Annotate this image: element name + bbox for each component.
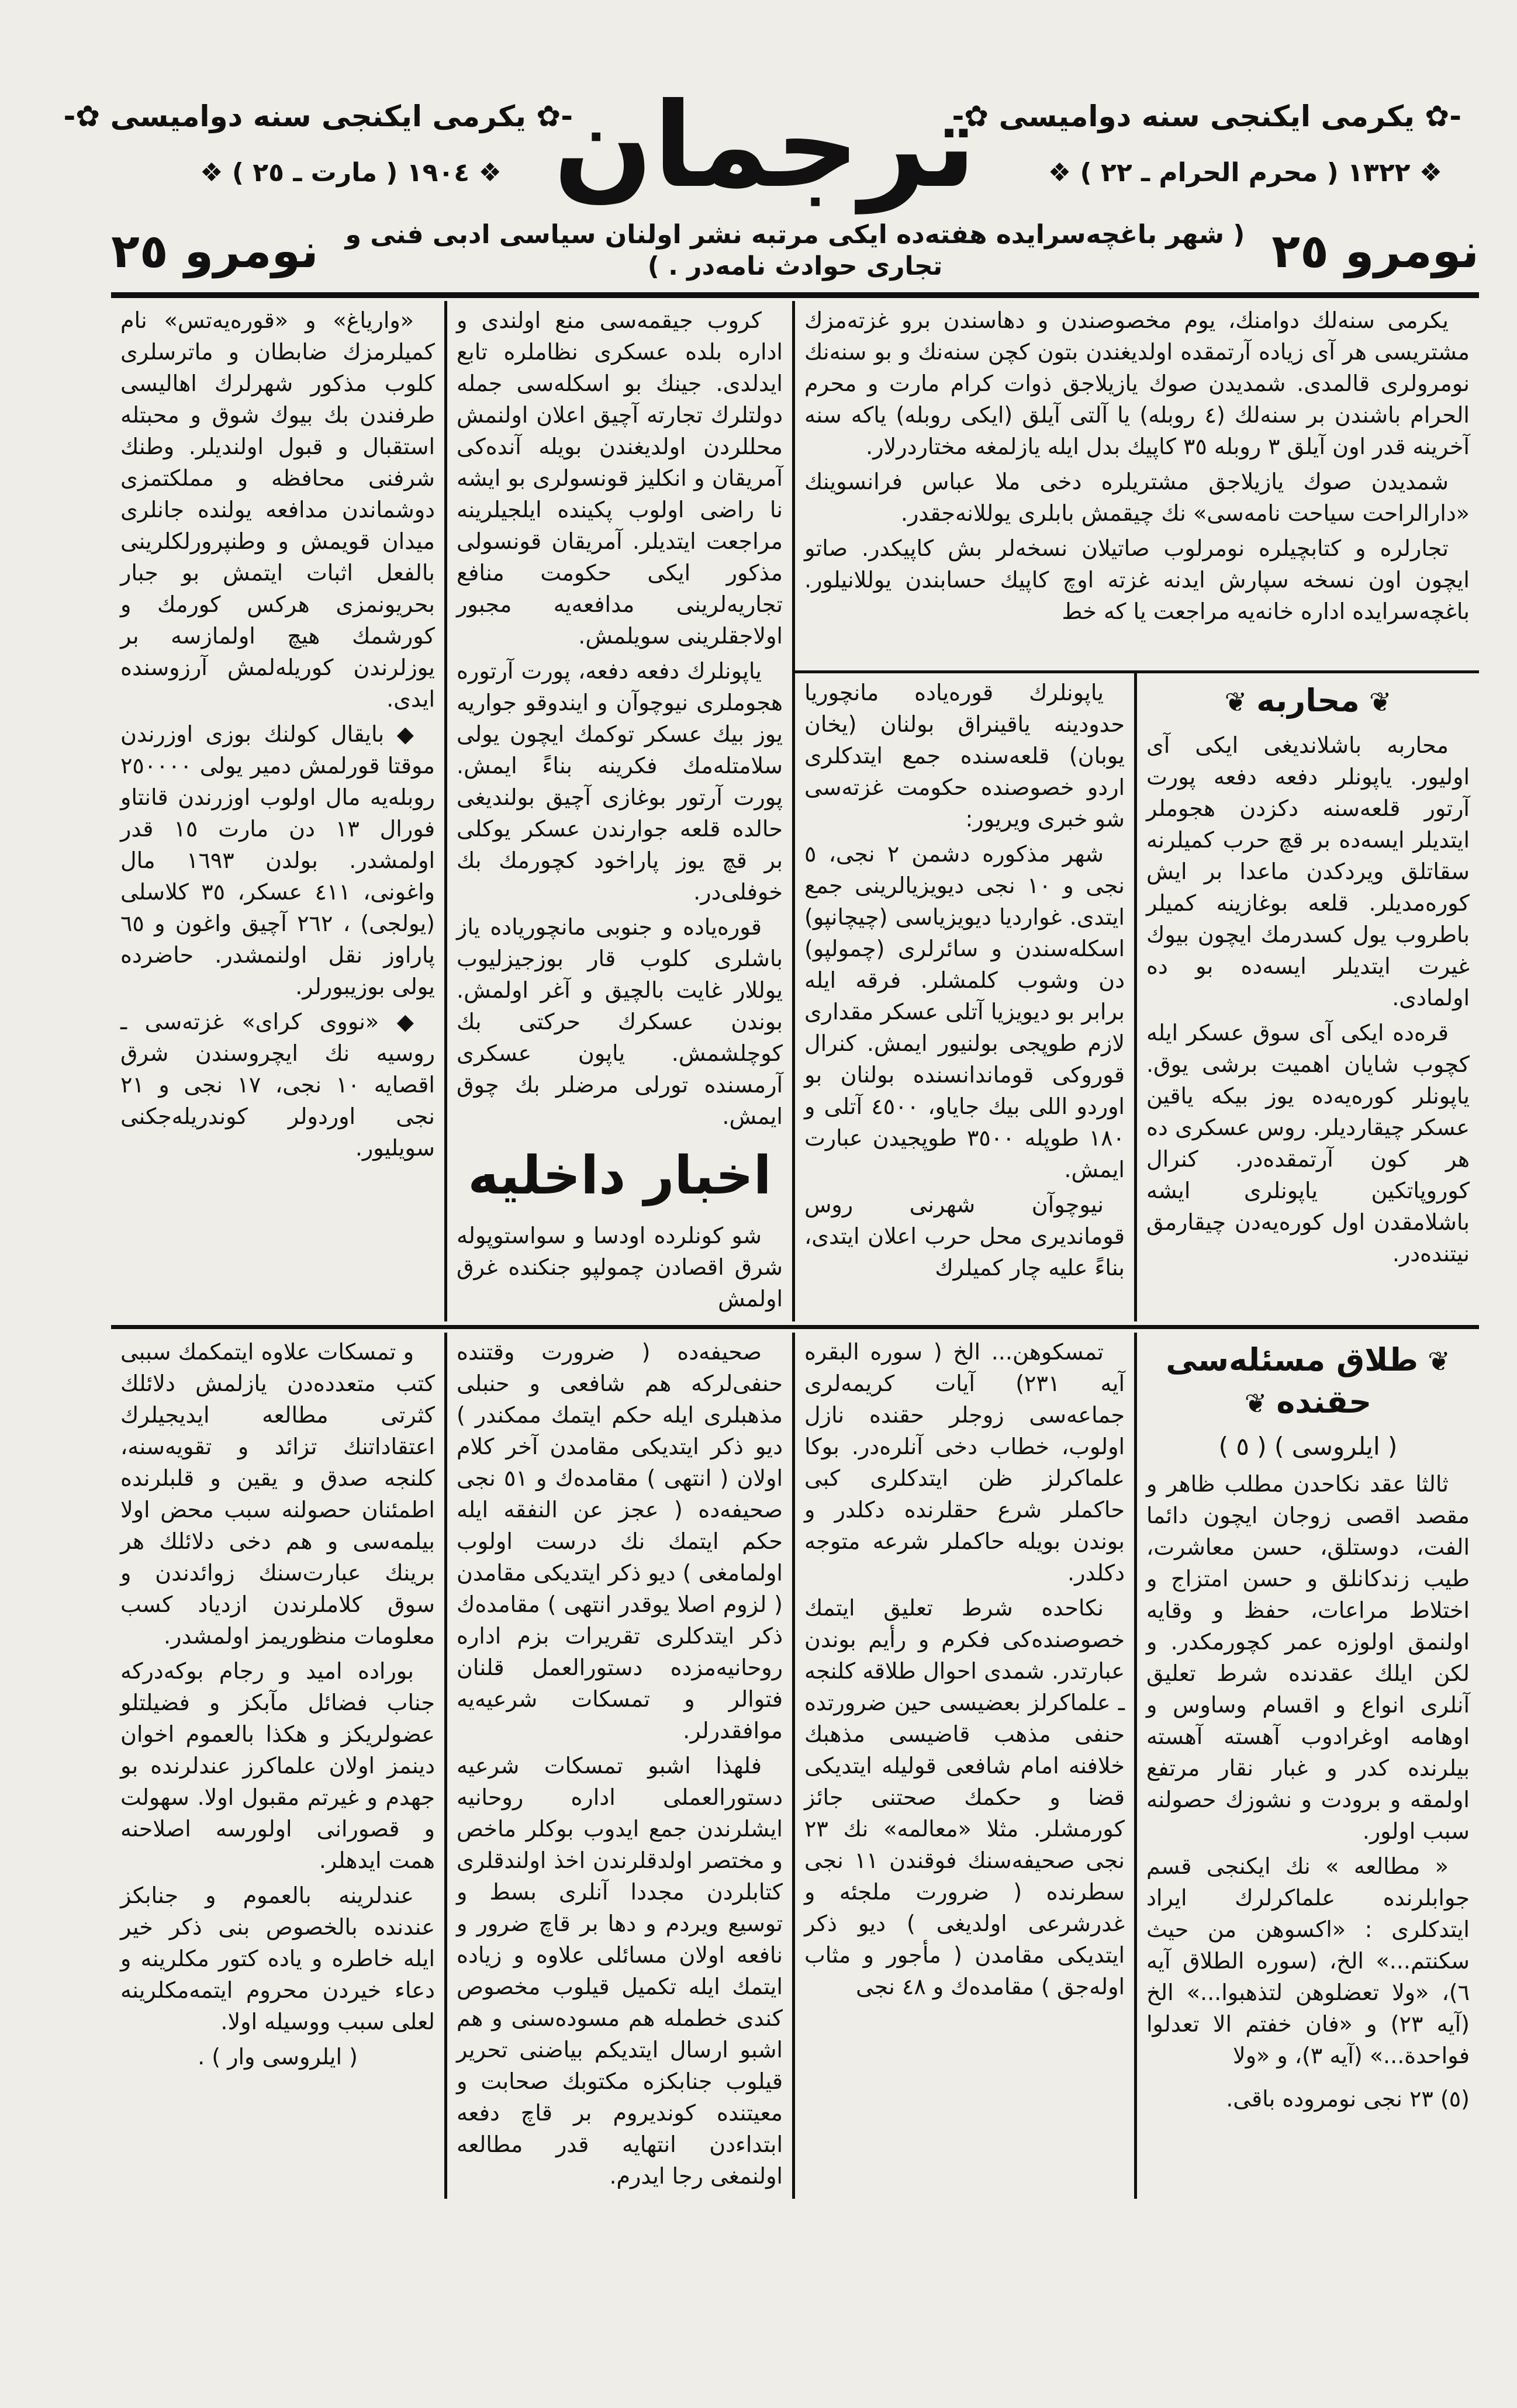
footnote: (٥) ٢٣ نجی نومروده باقی. <box>1226 2086 1470 2112</box>
notice-paragraph: شمدیدن صوك یازیلاجق مشتریلره دخی ملا عباس فرانسوینك «دارالراحت سیاحت نامه‌سی» نك چیقمش بابلری یوللانه‌جقدر. <box>804 469 1470 526</box>
left-banner: -✿ یکرمی ایکنجی سنه دوامیسی ✿- <box>63 99 573 133</box>
top-section <box>111 301 1479 1321</box>
heading-text: طلاق مسئله‌سی حقنده <box>1166 1341 1419 1420</box>
article-paragraph: و تمسکات علاوه ایتمکمك سببی کتب متعدده‌دن یازلمش دلائلك کثرتی مطالعه ایدیجیلرك اعتقاداتنك تزائد و تقویه‌سنه، کلنجه صدق و یقین و قلبلرنده اطمئنان حصولنه سبب محض اولا بیلمه‌سی و هم دخی دلائلك هر برینك عبارت‌سنك زوائدندن و سوق کلاملرندن ازدیاد کسب معلومات منظوریمز اولمشدر. <box>120 1339 435 1649</box>
newspaper-title: ترجمان <box>553 78 976 214</box>
article-paragraph: محاربه باشلاندیغی ایکی آی اولیور. یاپونلر دفعه دفعه پورت آرتور قلعه‌سنه دکزدن هجوملر ایتدیلر ایسه‌ده بر قچ حرب کمیلرنه سقاتلق ویردکدن ماعدا بر ایش کوره‌مدیلر. قلعه بوغازینه کمیلر باطروب یول کسدرمك ایچون بیوك غیرت ایتدیلر ایسه‌ده بو ده اولمادی. <box>1146 732 1470 1011</box>
hijri-date: ❖ ١٣٢٢ ( محرم الحرام ـ ٢٢ ) ❖ <box>1048 158 1443 188</box>
article-heading <box>1146 680 1470 722</box>
continued-note: ( ایلروسی وار ) . <box>198 2044 358 2070</box>
article-paragraph: نیوچوآن شهرنی روس قوماندیری محل حرب اعلان ایتدی، بناءً علیه چار کمیلرك <box>804 1191 1125 1281</box>
war-article <box>1137 673 1479 1322</box>
notice-paragraph: یکرمی سنه‌لك دوامنك، یوم مخصوصندن و دها‌سندن برو غزته‌مزك مشتریسی هر آی زیاده آرتمقده اولدیغندن بتون کچن سنه‌نك و بو سنه‌نك نومرولری قالمدی. شمدیدن صوك یازیلاجق ذوات کرام مارت و محرم الحرام باشندن بر سنه‌لك (٤ روبله) یا آلتی آیلق (ایکی روبله) یاکه سنه آخرینه قدر اون آیلق ٣ روبله ٣٥ کاپیك بدل ایله یازلمغه مختاردرلار. <box>804 307 1470 459</box>
section-rule <box>111 1325 1479 1329</box>
article-paragraph: فلهذا اشبو تمسکات شرعیه دستورالعملی اداره روحانیه ایشلرندن جمع ایدوب بوکلر ماخص و مختصر اولدقلرندن اخذ اولندقلری کتابلردن مجددا آنلری بسط و توسیع ویردم و دها بر قاچ ضرور و نافعه اولان مسائلی علاوه و زیاده ایتمك ایله تکمیل قیلوب مخصوص کندی خطمله هم مسوده‌سنی و هم اشبو ارسال ایتدیکم بیاضنی تحریر قیلوب جنابکزه مکتوبك صحابت و معیتنده کوندیروم بر قاچ دفعه ابتداءدن انتهایه قدر مطالعه اولنمغی رجا ایدرم. <box>457 1753 783 2189</box>
subscription-notice <box>795 301 1479 673</box>
domestic-news-heading: اخبار داخلیه <box>468 1145 772 1206</box>
article-paragraph: تمسکوهن... الخ ( سوره البقره آیه ٢٣١) آیات کریمه‌لری جماعه‌سی زوجلر حقنده نازل اولوب، خطاب دخی آنلره‌در. بوکا علماکرلز ظن ایتدکلری کبی حاکملر شرع حقلرنده دکلدر و بوندن بویله حاکملر شرعه متوجه دکلدر. <box>804 1339 1125 1586</box>
ornament-icon: ❦ <box>1224 686 1257 718</box>
middle-column <box>447 301 795 1321</box>
article-paragraph: قره‌ده ایکی آی سوق عسکر ایله کچوب شایان اهمیت برشی یوق. یاپونلر کوره‌یه‌ده یوز بیکه یاقین عسکر چیقاردیلر. روس عسکری ده هر کون آرتمقده‌در. کنرال کوروپاتکین یاپونلری ایشه باشلامقدن اول کوره‌یه‌دن چیقارمق نیتنده‌در. <box>1146 1019 1470 1267</box>
divorce-article-col4 <box>1137 1333 1479 2199</box>
ornament-icon: ❦ <box>1359 686 1392 718</box>
article-paragraph: شهر مذکوره دشمن ٢ نجی، ٥ نجی و ١٠ نجی دیویزیالرینی جمع ایتدی. غواردیا دیویزیاسی (چیچانپو) اسکله‌سندن و سائرلری (چمولپو) دن وشوب کلمشلر. فرقه ایله برابر بو دیویزیا آتلی عسکر مقداری لازم طوپجی بولنیور ایمش. کنرال قوروکی قوماندانسنده بولنان بو اوردو اللی بیك جایاو، ٤٥٠٠ آتلی و ١٨٠ طوپله ٣٥٠٠ طوپجیدن عبارت ایمش. <box>804 840 1125 1182</box>
article-paragraph: عندلرینه بالعموم و جنابکز عندنده بالخصوص بنی ذکر خیر ایله خاطره و یاده کتور مکلرینه و دعاء خیردن محروم ایتمه‌مکلرینه لعلی سبب ووسیله اولا. <box>120 1883 435 2035</box>
issue-number-right: نومرو ٢٥ <box>1271 223 1479 278</box>
divorce-article-col2 <box>447 1333 795 2199</box>
masthead-rule <box>111 292 1479 298</box>
issue-number-left: نومرو ٢٥ <box>111 223 319 278</box>
bottom-section <box>111 1333 1479 2199</box>
article-heading <box>1146 1340 1470 1424</box>
ornament-icon: ❦ <box>1418 1345 1450 1377</box>
heading-text: محاربه <box>1256 681 1360 719</box>
notice-paragraph: تجارلره و کتابچیلره نومرلوب صاتیلان نسخه‌لر بش کاپیکدر. صاتو ایچون اون نسخه سپارش ایدنه غزته اوچ کاپیك حسابندن یوللانیلور. باغچه‌سرایده اداره خانه‌یه مراجعت یا که خط <box>804 535 1470 624</box>
ornament-icon: ❦ <box>1244 1388 1277 1419</box>
article-paragraph: یاپونلرك قوره‌یاده مانچوریا حدودینه یاقینراق بولنان (یخان یوبان) قلعه‌سنده جمع ایتدکلری اردو خصوصنده حکومت غزته‌سی شو خبری ویریور: <box>804 679 1125 832</box>
article-paragraph: نکاحده شرط تعلیق ایتمك خصوصنده‌کی فکرم و رأیم بوندن عبارتدر. شمدی احوال طلاقه کلنجه ـ علماکرلز بعضیسی حین ضرورتده حنفی مذهب قاضیسی مذهبك خلافنه امام شافعی قولیله ایتدیکی قضا و حکمك صحتنی جائز کورمشلر. مثلا «معالمه» نك ٢٣ نجی صحیفه‌سنك فوقندن ١١ نجی سطرنده ( ضرورت ملجئه و غدرشرعی اولدیغی ) دیو ذکر ایتدیکی مقامدن ( مأجور و مثاب اوله‌جق ) مقامده‌ك و ٤٨ نجی <box>804 1595 1125 1999</box>
page-body <box>111 301 1479 2199</box>
article-paragraph: «واریاغ» و «قوره‌یه‌تس» نام کمیلرمزك ضابطان و ماترسلری کلوب مذکور شهرلرك اهالیسی طرفندن بك بیوك شوق و محبتله استقبال و قبول اولندیلر. وطنك شرفنی محافظه و مملکتمزی دوشماندن مدافعه یولنده جانلری میدان قویمش و وطنپرورلکلرینی بالفعل اثبات ایتمش بو جبار بحریونمزی هرکس کورمك و کورشمك هیچ اولمازسه بر یوزلرندن کوریله‌لمش آرزوسنده ایدی. <box>120 307 435 712</box>
article-paragraph: صحیفه‌ده ( ضرورت وقتنده حنفی‌لرکه هم شافعی و حنبلی مذهبلری ایله حکم ایتمك ممکندر ) دیو ذکر ایتدیکی مقامدن آخر کلام اولان ( انتهی ) مقامده‌ك و ٥١ نجی صحیفه‌ده ( عجز عن النفقه ایله حکم ایتمك نك درست اولوب اولمامغی ) دیو ذکر ایتدیکی مقامدن ( لزوم اصلا یوقدر انتهی ) مقامده‌ك ذکر ایتدکلری تقریرات بزم اداره روحانیه‌مزده دستورالعمل قلنان فتوالر و تمسکات شرعیه‌یه موافقدرلر. <box>457 1339 783 1743</box>
article-paragraph: شو کونلرده اودسا و سواستوپوله شرق اقصادن چمولپو جنکنده غرق اولمش <box>457 1223 783 1312</box>
left-column <box>111 301 447 1321</box>
article-paragraph: بوراده امید و رجام بوکه‌درکه جناب فضائل مآبکز و فضیلتلو عضولریکز و هکذا بالعموم اخوان دینمز اولان علماکرز عندلرنده بو جهدم و غیرتم مقبول اولا. سهولت و قصورانی اولورسه اصلاحنه همت ایدهلر. <box>120 1658 435 1873</box>
article-paragraph: یاپونلرك دفعه دفعه، پورت آرتوره هجوملری نیوچوآن و ایندوقو جواریه یوز بیك عسکر توکمك ایچون یولی سلامتله‌مك فکرینه بناءً ایمش. پورت آرتور بوغازی آچیق بولندیغی حالده قلعه جوارندن عسکر یوکلی بر قچ یوز پاراخود کچورمك بك خوفلی‌در. <box>457 658 783 905</box>
korea-article <box>795 673 1137 1322</box>
article-paragraph: ◆ بایقال کولنك بوزی اوزرندن موقتا قورلمش دمیر یولی ٢٥٠٠٠٠ روبله‌یه مال اولوب اوزرندن قانتاو فورال ١٣ دن مارت ١٥ قدر اولمشدر. بولدن ١٦٩٣ مال واغونی، ٤١١ عسکر، ٣٥ کلاسلی (یولجی) ، ٢٦٢ آچیق واغون و ٦٥ پاراوز نقل اولنمشدر. حاضرده یولی بوزیبورلر. <box>120 721 436 999</box>
gregorian-date: ❖ ١٩٠٤ ( مارت ـ ٢٥ ) ❖ <box>200 158 502 188</box>
divorce-article-col3 <box>795 1333 1137 2199</box>
right-banner: -✿ یکرمی ایکنجی سنه دوامیسی ✿- <box>952 99 1461 133</box>
article-paragraph: ثالثا عقد نکاحدن مطلب ظاهر و مقصد اقصی زوجان ایچون دائما الفت، دوستلق، حسن معاشرت، طیب زندکانلق و حسن امتزاج و اختلاط مراعات، حفظ و وقایه اولنمق اولوزه عمر کچورمکدر. و لکن ایلك عقدنده شرط تعلیق آنلری انواع و اقسام وساوس و اوهامه اوغرادوب آهسته آهسته بیلرنده کدر و غبار نقار مرتفع اولمقه و برودت و نشوزك حصولنه سبب اولور. <box>1146 1471 1470 1844</box>
article-paragraph: « مطالعه » نك ایکنجی قسم جوابلرنده علماکرلرك ایراد ایتدکلری : «اکسوهن من حیث سکنتم...» الخ، (سوره الطلاق آیه ٦)، «ولا تعضلوهن لتذهبوا...» الخ (آیه ٢٣) و «فان خفتم الا تعدلوا فواحدة...» (آیه ٣)، و «ولا <box>1146 1853 1470 2068</box>
article-subheading: ( ایلروسی ) ( ٥ ) <box>1218 1432 1398 1461</box>
article-paragraph: ◆ «نووی کرای» غزته‌سی ـ روسیه نك ایچروسندن شرق اقصایه ١٠ نجی، ١٧ نجی و ٢١ نجی اوردولر کوندریله‌جکنی سویلیور. <box>120 1009 435 1161</box>
tagline: ( شهر باغچه‌سرایده هفته‌ده ایکی مرتبه نشر اولنان سیاسی ادبی فنی و تجاری حوادث نامه‌در . ) <box>345 220 1245 281</box>
divorce-article-col1 <box>111 1333 447 2199</box>
article-paragraph: قوره‌یاده و جنوبی مانچوریاده یاز باشلری کلوب قار بوزجیزلیوب یوللار غایت بالچیق و آغر اولمش. بوندن عسکرك حرکتی بك کوچلشمش. یاپون عسکری آرمسنده تورلی مرضلر بك چوق ایمش. <box>457 914 783 1129</box>
article-paragraph: کروب جیقمه‌سی منع اولندی و اداره بلده عسکری نظاملره تابع ایدلدی. جینك بو اسکله‌سی جمله دولتلرك تجارته آچیق اعلان اولنمش محللردن اولدیغندن بویله آنده‌کی آمریقان و انکلیز قونسولری بو ایشه نا راضی اولوب پکینده ایلجیلرینه مراجعت ایتدیلر. آمریقان قونسولی مذکور ایکی حکومت منافع تجاریه‌لرینی مدافعه‌یه مجبور اولاجقلرینی سویلمش. <box>457 307 783 649</box>
masthead-tagline-row <box>111 219 1479 282</box>
